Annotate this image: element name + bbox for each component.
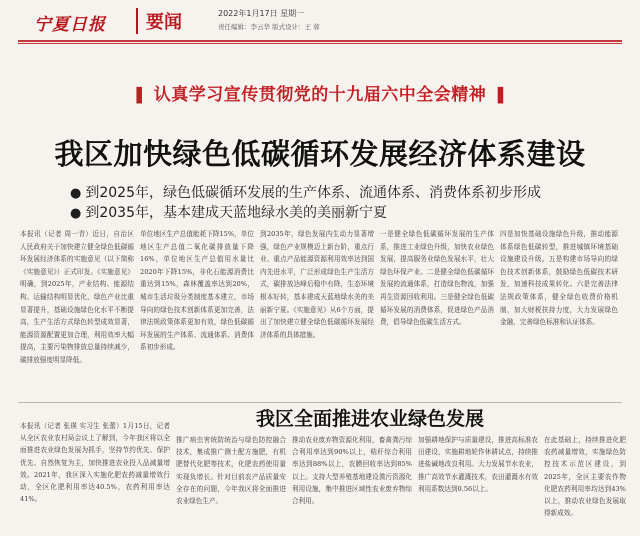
- section-title: 要闻: [136, 8, 182, 34]
- article-column: [20, 420, 170, 532]
- article-text: 加强耕地保护与质量建设，推进高标准农田建设，实施耕地轮作休耕试点，持续推进盐碱地改良利用。大力发展节水农业，推广高效节水灌溉技术，农田灌溉水有效利用系数达到0.56以上。: [418, 436, 538, 493]
- article-text: 本报讯（记者 张瑛 实习生 张蕾）1月15日，记者从全区农业农村局会议上了解到，今年我区将以全面推进农业绿色发展为抓手，坚持节约优先、保护优先、自然恢复为主，加快推进农业投入品减量增效。2021年，我区深入实施化肥农药减量增效行动，全区化肥利用率达40.5%，农药利用率达41%。: [20, 422, 170, 504]
- article-column: [140, 228, 254, 394]
- article-column: [176, 434, 286, 532]
- article-column: [292, 434, 412, 532]
- article-column: [380, 228, 494, 394]
- article-divider: [18, 402, 622, 403]
- article-column: [500, 228, 618, 394]
- article-text: 推动农业废弃物资源化利用，畜禽粪污综合利用率达到90%以上，秸秆综合利用率达到88%以上，农膜回收率达到85%以上。支持大型养殖基地建设粪污资源化利用设施，集中推进区域性农业废弃物综合利用。: [292, 436, 412, 506]
- kicker-banner: [0, 80, 640, 105]
- article-text: 到2035年，绿色发展内生动力显著增强，绿色产业规模迈上新台阶，重点行业、重点产品能源资源利用效率达到国内先进水平，广泛形成绿色生产生活方式，碳排放达峰后稳中有降，生态环境根本好转，基本建成天蓝地绿水美的美丽新宁夏。《实施意见》从6个方面，提出了加快建立健全绿色低碳循环发展经济体系的具体措施。: [260, 230, 374, 339]
- subheadline-text: 到2025年，绿色低碳循环发展的生产体系、流通体系、消费体系初步形成: [85, 185, 541, 201]
- article-text: 在此基础上，持续推进化肥农药减量增效，实施绿色防控技术示范区建设，到2025年，全区主要农作物化肥农药利用率均达到43%以上，推动农业绿色发展取得新成效。: [544, 436, 626, 518]
- article-column: [544, 434, 626, 532]
- subheadline-text: 到2035年，基本建成天蓝地绿水美的美丽新宁夏: [85, 205, 387, 221]
- ornament-icon: ▐: [492, 88, 504, 104]
- dateline: 2022年1月17日 星期一: [218, 9, 305, 18]
- article-text: 本报讯（记者 周一青）近日，自治区人民政府关于加快建立健全绿色低碳循环发展经济体系的实施意见（以下简称《实施意见》）正式印发。《实施意见》明确，到2025年，产业结构、能源结构、运输结构明显优化，绿色产业比重显著提升，基础设施绿色化水平不断提高，生产生活方式绿色转型成效显著，能源资源配置更加合理，利用效率大幅提高，主要污染物排放总量持续减少，碳排放强度明显降低。: [20, 230, 134, 364]
- main-headline: 我区加快绿色低碳循环发展经济体系建设: [54, 137, 586, 171]
- bullet-icon: ●: [70, 186, 82, 201]
- article-text: 四是加快基础设施绿色升级，推动能源体系绿色低碳转型，推进城镇环境基础设施建设升级。五是构建市场导向的绿色技术创新体系，鼓励绿色低碳技术研发，加速科技成果转化。六是完善法律法规政策体系，健全绿色收费价格机制，加大财税扶持力度，大力发展绿色金融，完善绿色标准和认证体系。: [500, 230, 618, 327]
- paper-logo: 宁夏日报: [34, 15, 106, 35]
- article-text: 一是健全绿色低碳循环发展的生产体系，推进工业绿色升级，加快农业绿色发展，提高服务业绿色发展水平，壮大绿色环保产业。二是健全绿色低碳循环发展的流通体系，打造绿色物流，加强再生资源回收利用。三是健全绿色低碳循环发展的消费体系，促进绿色产品消费，倡导绿色低碳生活方式。: [380, 230, 494, 327]
- masthead-rule-thin: [18, 43, 622, 44]
- article-column: [418, 434, 538, 532]
- article-column: [20, 228, 134, 394]
- kicker-text: 认真学习宣传贯彻党的十九届六中全会精神: [153, 85, 487, 105]
- bullet-icon: ●: [70, 206, 82, 221]
- ornament-icon: ▌: [136, 88, 148, 104]
- article-column: [260, 228, 374, 394]
- masthead-rule: [18, 40, 622, 42]
- second-headline: 我区全面推进农业绿色发展: [256, 408, 485, 430]
- subheadline: [70, 182, 541, 202]
- article-text: 单位地区生产总值能耗下降15%，单位地区生产总值二氧化碳排放量下降16%，单位地区生产总值用水量比2020年下降15%，非化石能源消费比重达到15%，森林覆盖率达到20%，城市生活垃圾分类制度基本建立，市场导向的绿色技术创新体系更加完善，法律法规政策体系更加有效，绿色低碳循环发展的生产体系、流通体系、消费体系初步形成。: [140, 230, 254, 352]
- subheadline: [70, 202, 387, 222]
- editor-credits: 责任编辑：李云华 版式设计：王 蓉: [218, 23, 320, 31]
- masthead: [18, 6, 622, 40]
- article-text: 推广病虫害统防统治与绿色防控融合技术，集成推广测土配方施肥，有机肥替代化肥等技术，化肥农药使用量实现负增长。针对目前农产品质量安全存在的问题，今年我区将全面推进农业绿色生产。: [176, 436, 286, 506]
